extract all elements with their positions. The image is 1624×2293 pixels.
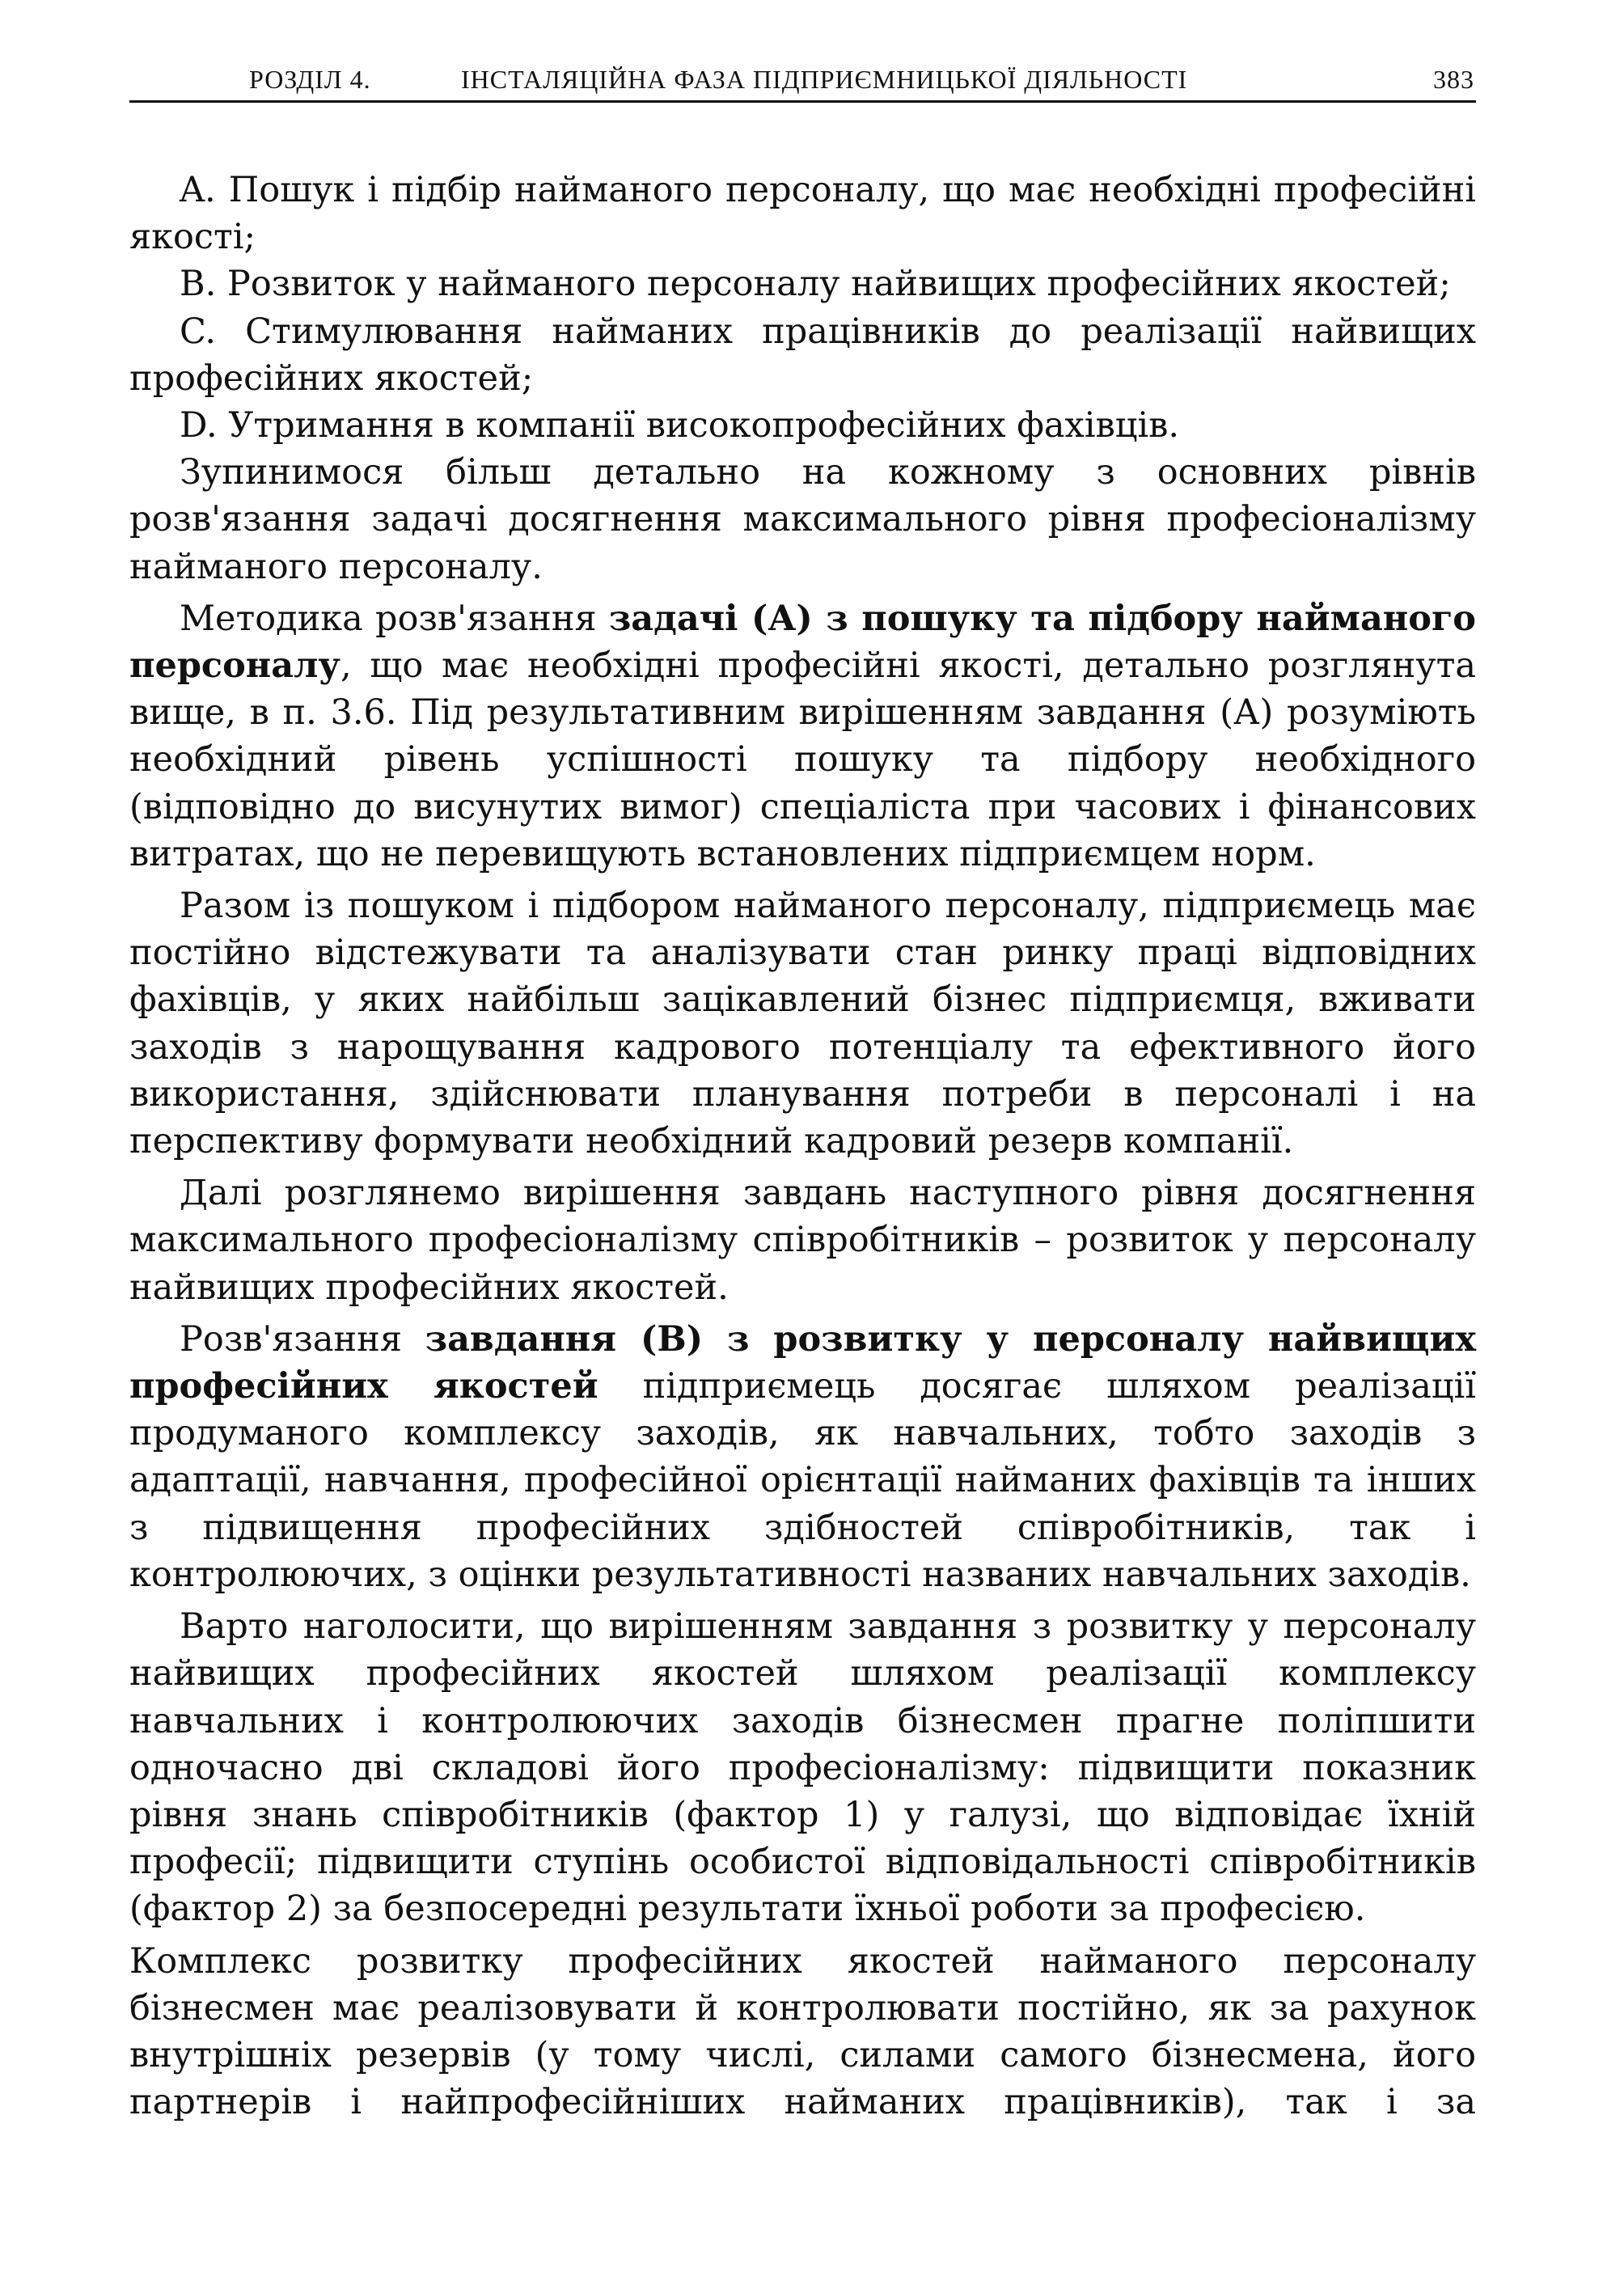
page-body [129,167,1476,2126]
header-section: РОЗДІЛ 4. [249,65,371,94]
paragraph-task-b-rest: підприємець досягає шляхом реалізації продуманого комплексу заходів, як навчальних, тобто заходів з адаптації, навчання, професійної орієнтації найманих фахівців та інших з підвищення професійних здібностей співробітників, так і контролюючих, з оцінки результативності названих навчальних заходів. [129,1366,1476,1595]
paragraph-task-b-bold: завдання (В) з розвитку у персоналу найвищих професійних якостей [129,1318,1476,1407]
paragraph-two-factors: Варто наголосити, що вирішенням завдання з розвитку у персоналу найвищих професійних якостей шляхом реалізації комплексу навчальних і контролюючих заходів бізнесмен прагне поліпшити одночасно дві складові його професіоналізму: підвищити показник рівня знань співробітників (фактор 1) у галузі, що відповідає їхній професії; підвищити ступінь особистої відповідальності співробітників (фактор 2) за безпосередні результати їхньої роботи за професією. [129,1606,1476,1930]
paragraph-labor-market: Разом із пошуком і підбором найманого персоналу, підприємець має постійно відстежувати та аналізувати стан ринку праці відповідних фахівців, у яких найбільш зацікавлений бізнес підприємця, вживати заходів з нарощування кадрового потенціалу та ефективного його використання, здійснювати планування потреби в персоналі і на перспективу формувати необхідний кадровий резерв компанії. [129,886,1476,1162]
paragraph-task-b-lead: Розв'язання [180,1318,425,1360]
paragraph-next-level: Далі розглянемо вирішення завдань наступного рівня досягнення максимального професіоналізму співробітників – розвиток у персоналу найвищих професійних якостей. [129,1173,1476,1308]
header-title: ІНСТАЛЯЦІЙНА ФАЗА ПІДПРИЄМНИЦЬКОЇ ДІЯЛЬНОСТІ [461,65,1188,94]
list-item-b: B. Розвиток у найманого персоналу найвищих професійних якостей; [180,264,1451,305]
paragraph-development-complex: Комплекс розвитку професійних якостей найманого персоналу бізнесмен має реалізовувати й контролювати постійно, як за рахунок внутрішніх резервів (у тому числі, силами самого бізнесмена, його партнерів і найпрофесійніших найманих працівників), так і за [129,1940,1476,2123]
page-number: 383 [1433,65,1474,94]
list-item-c: C. Стимулювання найманих працівників до реалізації найвищих професійних якостей; [129,311,1476,399]
paragraph-task-a [129,595,1476,878]
paragraph-task-a-rest: , що має необхідні професійні якості, детально розглянута вище, в п. 3.6. Під результативним вирішенням завдання (А) розуміють необхідний рівень успішності пошуку та підбору необхідного (відповідно до висунутих вимог) спеціаліста при часових і фінансових витратах, що не перевищують встановлених підприємцем норм. [129,645,1476,874]
paragraph-task-a-lead: Методика розв'язання [180,598,609,639]
running-header [129,58,1476,103]
list-item-d: D. Утримання в компанії високопрофесійних фахівців. [180,405,1180,446]
list-item-a: A. Пошук і підбір найманого персоналу, що має необхідні професійні якості; [129,170,1476,258]
paragraph-task-b [129,1316,1476,1598]
paragraph-levels-intro: Зупинимося більш детально на кожному з основних рівнів розв'язання задачі досягнення максимального рівня професіоналізму найманого персоналу. [129,452,1476,587]
paragraph-task-a-bold: задачі (А) з пошуку та підбору найманого персоналу [129,598,1476,687]
